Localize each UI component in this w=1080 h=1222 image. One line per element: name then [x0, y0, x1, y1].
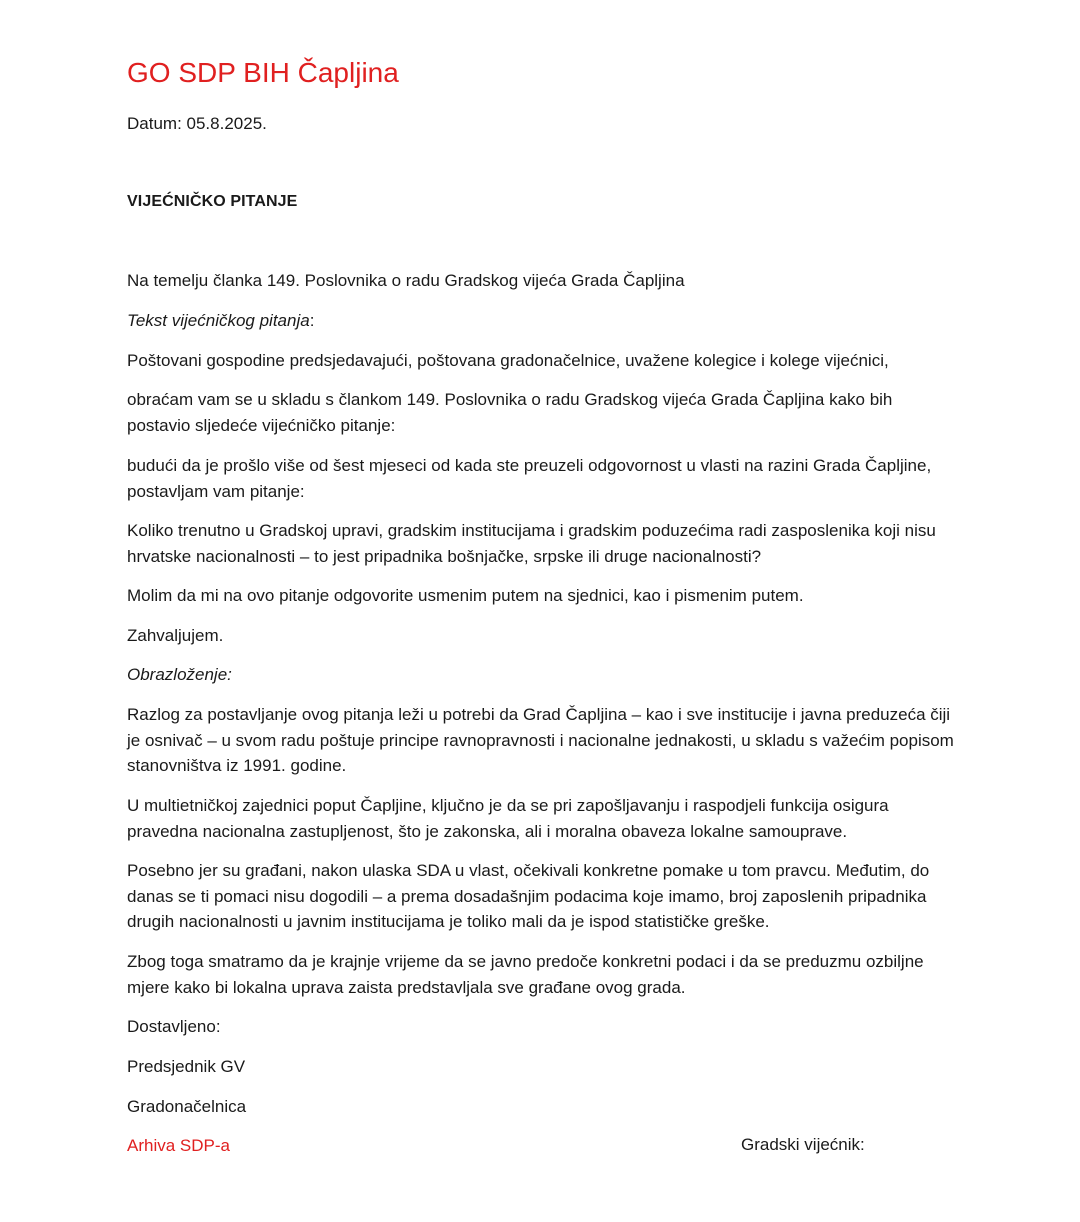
rationale-paragraph-1: Razlog za postavljanje ovog pitanja leži u potrebi da Grad Čapljina – kao i sve institucije i javna preduzeća čiji je osnivač – u svom radu poštuje principe ravnopravnosti i nacionalne jednakosti, u skladu s važećim popisom stanovništva iz 1991. godine. [127, 705, 954, 775]
rationale-paragraph-2: U multietničkoj zajednici poput Čapljine, ključno je da se pri zapošljavanju i raspodjeli funkcija osigura pravedna nacionalna zastupljenost, što je zakonska, ali i moralna obaveza lokalne samouprave. [127, 796, 889, 841]
organization-title: GO SDP BIH Čapljina [127, 57, 399, 88]
question-label-text: Tekst vijećničkog pitanja [127, 311, 310, 330]
thanks-line: Zahvaljujem. [127, 626, 224, 645]
recipient-archive: Arhiva SDP-a [127, 1136, 230, 1155]
signature-label: Gradski vijećnik: [741, 1135, 865, 1154]
legal-basis-paragraph: Na temelju članka 149. Poslovnika o radu Gradskog vijeća Grada Čapljina [127, 271, 685, 290]
rationale-label: Obrazloženje: [127, 665, 232, 684]
question-label [127, 308, 957, 334]
document-page [127, 0, 957, 1222]
recipient-president: Predsjednik GV [127, 1057, 246, 1076]
recipient-mayor: Gradonačelnica [127, 1097, 247, 1116]
question-label-colon: : [309, 311, 315, 330]
question-paragraph: Koliko trenutno u Gradskoj upravi, gradskim institucijama i gradskim poduzećima radi zasposlenika koji nisu hrvatske nacionalnosti – to jest pripadnika bošnjačke, srpske ili druge nacionalnosti? [127, 521, 936, 566]
rationale-paragraph-3: Posebno jer su građani, nakon ulaska SDA u vlast, očekivali konkretne pomake u tom pravcu. Međutim, do danas se ti pomaci nisu dogodili – a prema dosadašnjim podacima koje imamo, broj zaposlenih pripadnika drugih nacionalnosti u javnim institucijama je toliko mali da je ispod statističke greške. [127, 861, 930, 931]
document-heading: VIJEĆNIČKO PITANJE [127, 193, 298, 210]
document-date: Datum: 05.8.2025. [127, 114, 267, 133]
greeting-paragraph: Poštovani gospodine predsjedavajući, poštovana gradonačelnice, uvažene kolegice i kolege vijećnici, [127, 351, 889, 370]
context-paragraph: budući da je prošlo više od šest mjeseci od kada ste preuzeli odgovornost u vlasti na razini Grada Čapljine, postavljam vam pitanje: [127, 456, 932, 501]
rationale-paragraph-4: Zbog toga smatramo da je krajnje vrijeme da se javno predoče konkretni podaci i da se preduzmu ozbiljne mjere kako bi lokalna uprava zaista predstavljala sve građane ovog grada. [127, 952, 924, 997]
delivered-label: Dostavljeno: [127, 1017, 221, 1036]
intro-paragraph: obraćam vam se u skladu s člankom 149. Poslovnika o radu Gradskog vijeća Grada Čapljina kako bih postavio sljedeće vijećničko pitanje: [127, 390, 893, 435]
request-paragraph: Molim da mi na ovo pitanje odgovorite usmenim putem na sjednici, kao i pismenim putem. [127, 586, 804, 605]
